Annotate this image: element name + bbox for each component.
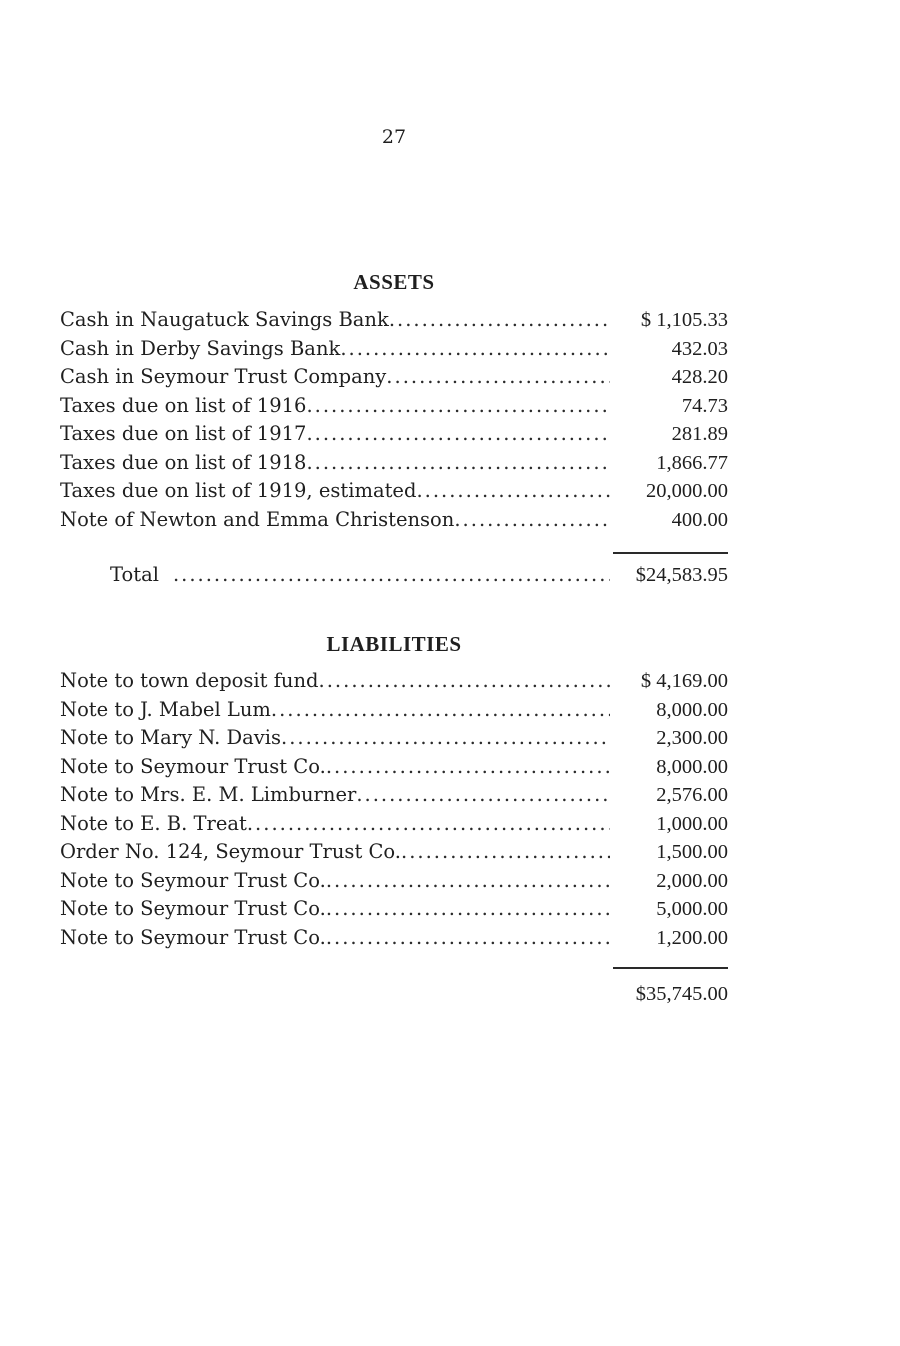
- liabilities-total-amount: $35,745.00: [635, 983, 728, 1005]
- liability-label: Note to Mrs. E. M. Limburner: [60, 783, 357, 806]
- asset-label: Taxes due on list of 1917: [60, 422, 307, 445]
- assets-total-row: [110, 563, 728, 592]
- liability-row: [60, 897, 728, 926]
- asset-row: [60, 422, 728, 451]
- asset-amount: 428.20: [671, 366, 728, 388]
- liability-row: [60, 698, 728, 727]
- dot-leader: [306, 394, 610, 417]
- liability-amount: 2,576.00: [656, 784, 728, 806]
- dot-leader: [326, 897, 610, 920]
- asset-label: Cash in Derby Savings Bank: [60, 336, 341, 360]
- assets-total-amount: $24,583.95: [635, 564, 728, 586]
- liability-row: [60, 726, 728, 755]
- asset-amount: 74.73: [681, 394, 728, 417]
- asset-row: [60, 394, 728, 423]
- liability-row: [60, 840, 728, 869]
- dot-leader: [306, 451, 610, 474]
- dot-leader: [401, 840, 610, 863]
- asset-amount: 1,866.77: [656, 451, 728, 474]
- asset-row: [60, 337, 728, 366]
- page-number: 27: [381, 126, 407, 148]
- liability-amount: 8,000.00: [656, 698, 728, 721]
- dot-leader: [356, 783, 610, 806]
- liability-amount: 1,500.00: [656, 841, 728, 863]
- assets-ledger: [60, 308, 728, 536]
- dot-leader: [281, 726, 610, 749]
- liability-label: Note to Seymour Trust Co.: [60, 925, 326, 949]
- dot-leader: [306, 422, 610, 445]
- liabilities-heading: LIABILITIES: [326, 632, 462, 656]
- liability-label: Note to Mary N. Davis: [60, 726, 282, 749]
- asset-amount: 281.89: [671, 423, 728, 445]
- liability-label: Note to Seymour Trust Co.: [60, 897, 326, 920]
- dot-leader: [340, 337, 610, 360]
- liability-row: [60, 755, 728, 784]
- asset-label: Taxes due on list of 1919, estimated: [60, 479, 417, 502]
- dot-leader: [389, 308, 610, 331]
- dot-leader: [326, 926, 610, 949]
- liability-label: Note to Seymour Trust Co.: [60, 754, 326, 778]
- asset-label: Taxes due on list of 1918: [60, 450, 307, 474]
- dot-leader: [326, 755, 610, 778]
- asset-label: Cash in Naugatuck Savings Bank: [60, 308, 389, 331]
- dot-leader: [416, 479, 610, 502]
- dot-leader: [271, 698, 610, 721]
- liability-row: [60, 669, 728, 698]
- asset-amount: 400.00: [671, 508, 728, 531]
- liabilities-ledger: [60, 669, 728, 954]
- liability-amount: $ 4,169.00: [640, 670, 728, 692]
- liability-label: Note to Seymour Trust Co.: [60, 868, 326, 892]
- asset-label: Note of Newton and Emma Christenson: [60, 507, 455, 531]
- liabilities-total-rule: [613, 967, 728, 969]
- assets-total-rule: [613, 552, 728, 554]
- liability-amount: 8,000.00: [656, 755, 728, 778]
- assets-total-label: Total: [110, 563, 159, 586]
- liability-row: [60, 926, 728, 955]
- asset-row: [60, 508, 728, 537]
- asset-row: [60, 479, 728, 508]
- asset-amount: $ 1,105.33: [640, 309, 728, 331]
- liability-row: [60, 783, 728, 812]
- dot-leader: [454, 508, 610, 531]
- liability-row: [60, 869, 728, 898]
- dot-leader: [326, 869, 610, 892]
- assets-heading: ASSETS: [353, 270, 435, 294]
- dot-leader: [247, 812, 610, 835]
- liability-label: Order No. 124, Seymour Trust Co.: [60, 840, 401, 863]
- liability-label: Note to J. Mabel Lum: [60, 697, 271, 721]
- asset-row: [60, 308, 728, 337]
- asset-amount: 20,000.00: [646, 480, 728, 502]
- liability-amount: 5,000.00: [656, 898, 728, 920]
- liability-label: Note to town deposit fund: [60, 669, 319, 692]
- liability-amount: 2,300.00: [656, 727, 728, 749]
- asset-label: Cash in Seymour Trust Company: [60, 365, 387, 388]
- liability-amount: 2,000.00: [656, 869, 728, 892]
- dot-leader: [386, 365, 610, 388]
- asset-row: [60, 365, 728, 394]
- liability-label: Note to E. B. Treat: [60, 811, 247, 835]
- asset-amount: 432.03: [671, 337, 728, 360]
- asset-label: Taxes due on list of 1916: [60, 393, 307, 417]
- asset-row: [60, 451, 728, 480]
- dot-leader: [173, 563, 610, 586]
- liability-amount: 1,200.00: [656, 926, 728, 949]
- dot-leader: [319, 669, 610, 692]
- liability-row: [60, 812, 728, 841]
- liability-amount: 1,000.00: [656, 812, 728, 835]
